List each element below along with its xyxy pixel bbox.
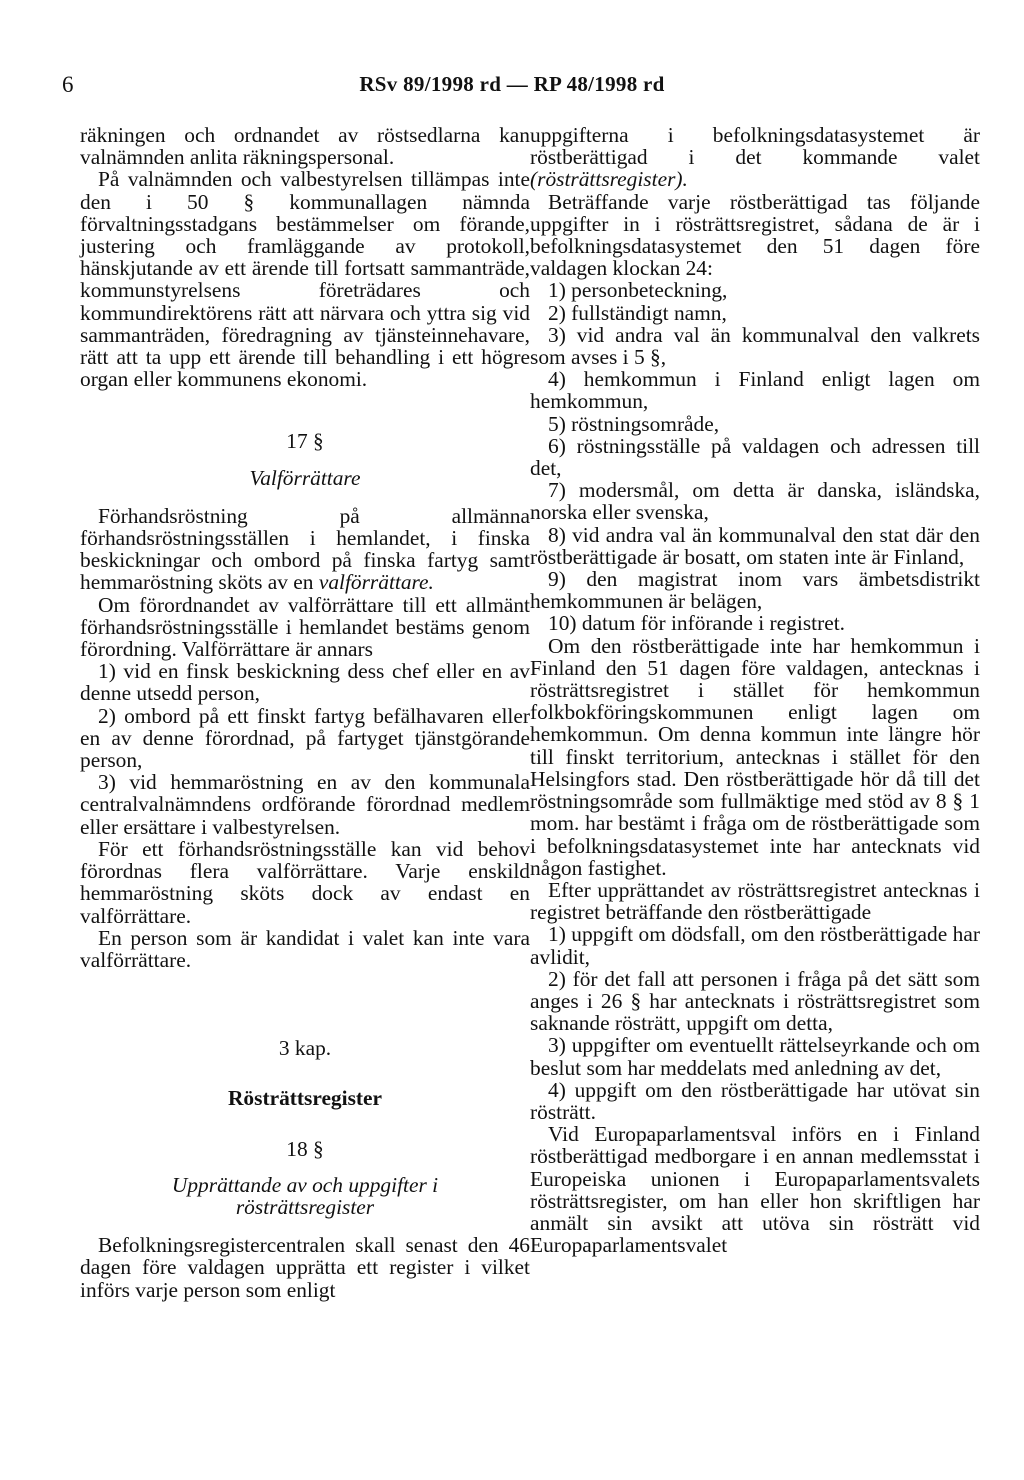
list-item: 2) fullständigt namn, — [548, 300, 727, 325]
body-paragraph: Befolkningsregistercentralen skall senast den 46 dagen före valdagen upprätta ett register i vilket införs varje person som enligt — [80, 1233, 530, 1302]
list-item: 3) uppgifter om eventuellt rättelseyrkande och om beslut som har meddelats med anledning av det, — [530, 1033, 980, 1080]
body-paragraph: Efter upprättandet av rösträttsregistret antecknas i registret beträffande den röstberättigade — [530, 877, 980, 925]
list-item: 1) personbeteckning, — [548, 278, 728, 303]
body-paragraph — [530, 124, 980, 191]
body-paragraph — [80, 505, 530, 594]
body-paragraph: Vid Europaparlamentsval införs en i Finland röstberättigad medborgare i en annan medlemsstat i Europeiska unionen i Europaparlamentsvalets rösträttsregister, om han eller hon skriftligen har anmält sin avsikt att utöva sin rösträtt vid Europaparlamentsvalet — [530, 1122, 980, 1258]
list-item: 2) för det fall att personen i fråga på det sätt som anges i 26 § har antecknats i rösträttsregistret som saknande rösträtt, uppgift om detta, — [530, 966, 980, 1036]
body-paragraph: På valnämnden och valbestyrelsen tillämpas inte den i 50 § kommunallagen nämnda förvaltningsstadgans bestämmelser om förande, justering och framläggande av protokoll, hänskjutande av ett ärende till fortsatt sammanträde, kommunstyrelsens företrädares och kommundirektörens rätt att närvara och yttra sig vid sammanträden, föredragning av tjänsteinnehavare, rätt att ta upp ett ärende till behandling i ett högre organ eller kommunens ekonomi. — [80, 167, 530, 392]
list-item: 8) vid andra val än kommunalval den stat där den röstberättigade är bosatt, om staten inte är Finland, — [530, 522, 980, 569]
body-paragraph: En person som är kandidat i valet kan inte vara valförrättare. — [80, 925, 530, 972]
body-paragraph: Om förordnandet av valförrättare till ett allmänt förhandsröstningsställe i hemlandet bestäms genom förordning. Valförrättare är annars — [80, 592, 530, 662]
page-header — [0, 66, 1024, 106]
list-item: 7) modersmål, om detta är danska, isländska, norska eller svenska, — [530, 478, 980, 525]
list-item: 4) hemkommun i Finland enligt lagen om hemkommun, — [530, 367, 980, 414]
defined-term: (rösträttsregister). — [530, 167, 688, 192]
section-title: Upprättande av och uppgifter i rösträttsregister — [171, 1172, 439, 1219]
chapter-title: Rösträttsregister — [227, 1086, 383, 1111]
body-paragraph: Beträffande varje röstberättigad tas följande uppgifter in i rösträttsregistret, sådana de är i befolkningsdatasystemet den 51 dagen före valdagen klockan 24: — [530, 189, 980, 281]
running-title: RSv 89/1998 rd — RP 48/1998 rd — [359, 72, 665, 96]
section-number: 17 § — [286, 429, 324, 454]
right-column — [530, 124, 980, 1256]
defined-term: valförrättare. — [318, 570, 434, 595]
list-item: 5) röstningsområde, — [548, 411, 720, 436]
page-number: 6 — [62, 72, 74, 97]
body-paragraph: För ett förhandsröstningsställe kan vid behov förordnas flera valförrättare. Varje enskild hemmaröstning sköts dock av endast en valförrättare. — [80, 836, 530, 928]
body-text: uppgifterna i befolkningsdatasystemet är röstberättigad i det kommande valet — [530, 123, 980, 170]
list-item: 2) ombord på ett finskt fartyg befälhavaren eller en av denne förordnad, på fartyget tjänstgörande person, — [80, 703, 530, 773]
list-item: 3) vid andra val än kommunalval den valkrets som avses i 5 §, — [530, 322, 980, 370]
body-paragraph: räkningen och ordnandet av röstsedlarna kan valnämnden anlita räkningspersonal. — [80, 123, 530, 170]
body-paragraph: Om den röstberättigade inte har hemkommun i Finland den 51 dagen före valdagen, antecknas i rösträttsregistret i stället för hemkommun folkbokföringskommunen enligt lagen om hemkommun. Om denna kommun inte längre hör till finskt territorium, antecknas i stället för den Helsingfors stad. Den röstberättigade hör då till det röstningsområde som fullmäktige med stöd av 8 § 1 mom. har bestämt i fråga om de röstberättigade som i befolkningsdatasystemet inte har antecknats vid någon fastighet. — [530, 633, 980, 880]
section-title: Valförrättare — [249, 465, 361, 490]
list-item: 1) uppgift om dödsfall, om den röstberättigade har avlidit, — [530, 922, 980, 969]
body-text: Förhandsröstning på allmänna förhandsröstningsställen i hemlandet, i finska beskickningar och ombord på finska fartyg samt hemmaröstning sköts av en — [80, 503, 530, 595]
list-item: 1) vid en finsk beskickning dess chef eller en av denne utsedd person, — [80, 659, 530, 706]
list-item: 4) uppgift om den röstberättigade har utövat sin rösträtt. — [530, 1077, 980, 1124]
chapter-number: 3 kap. — [278, 1036, 332, 1061]
section-number: 18 § — [286, 1136, 324, 1161]
left-column — [80, 124, 530, 1301]
list-item: 10) datum för införande i registret. — [548, 611, 845, 636]
list-item: 9) den magistrat inom vars ämbetsdistrikt hemkommunen är belägen, — [530, 567, 980, 614]
list-item: 3) vid hemmaröstning en av den kommunala centralvalnämndens ordförande förordnad medlem eller ersättare i valbestyrelsen. — [80, 770, 530, 839]
list-item: 6) röstningsställe på valdagen och adressen till det, — [530, 433, 980, 481]
